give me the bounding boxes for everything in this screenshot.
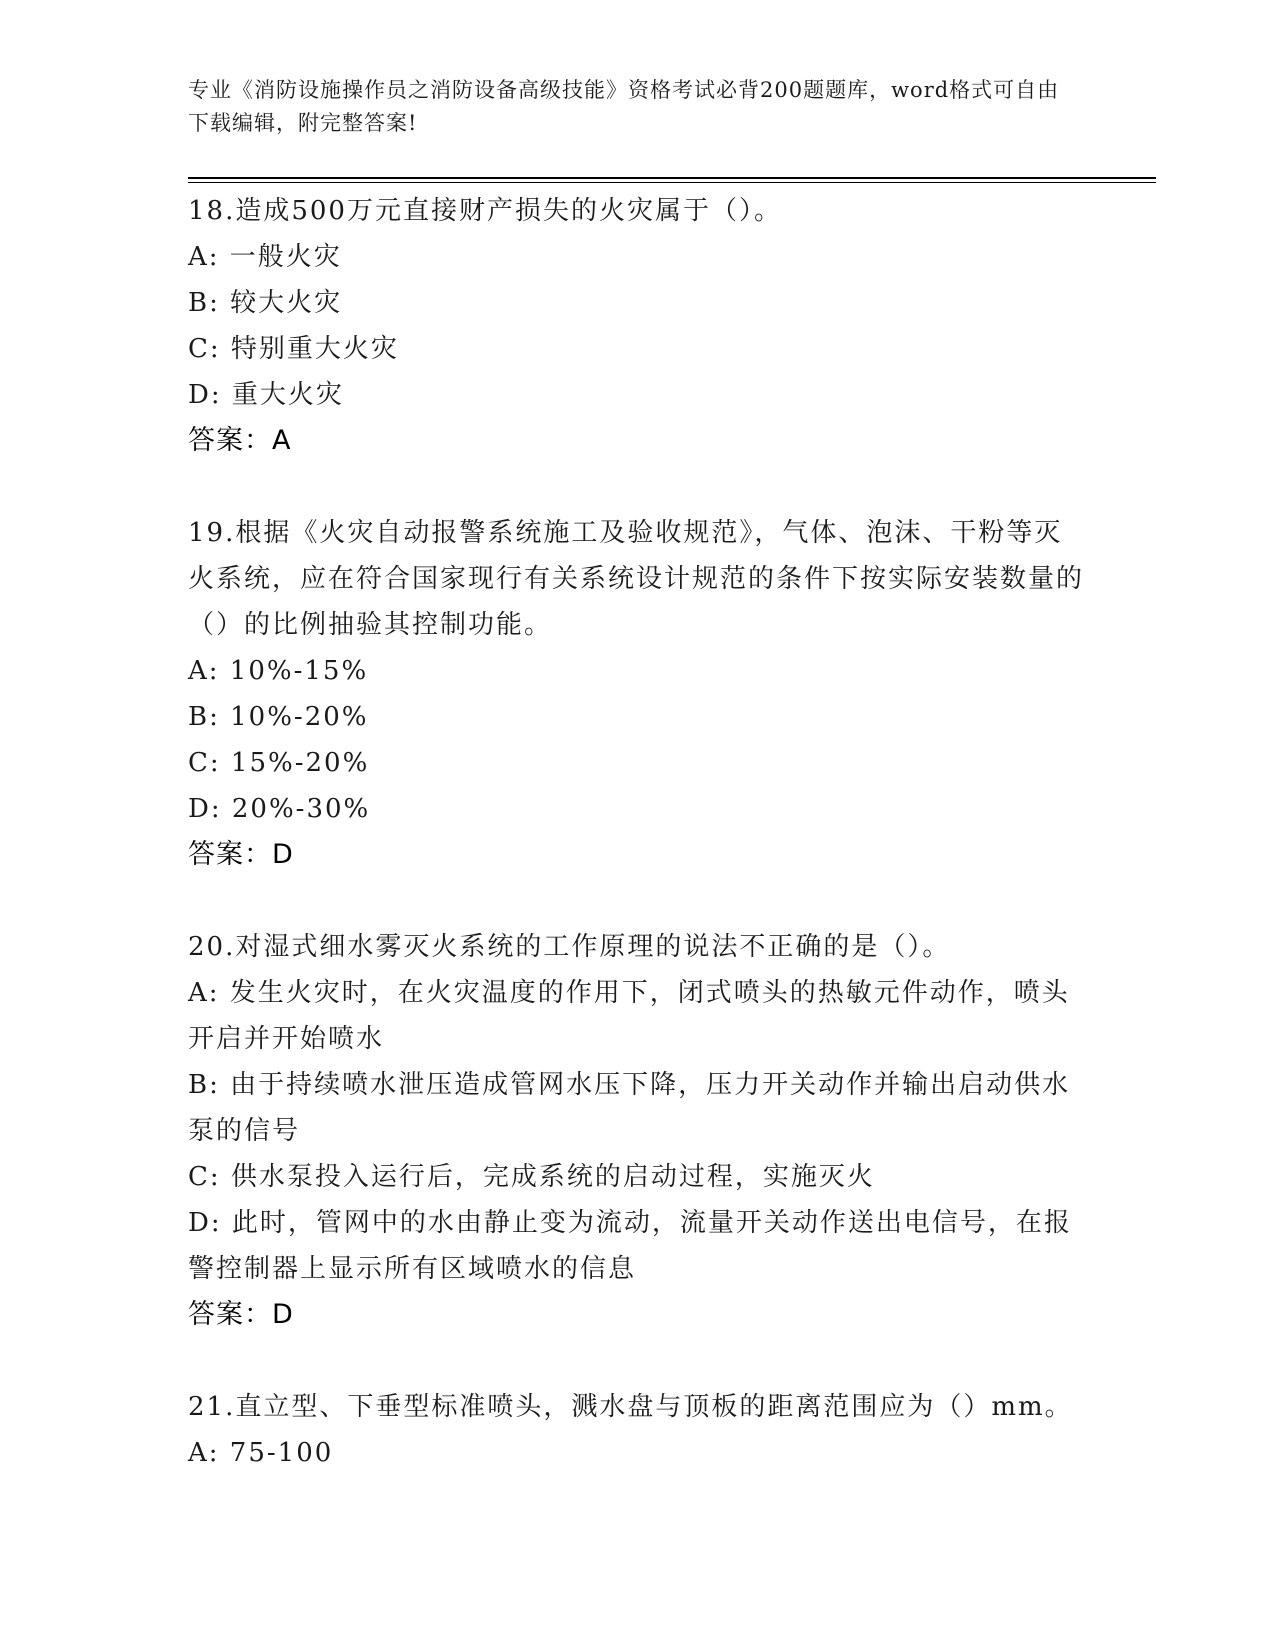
header-rule-thin [188, 182, 1156, 183]
question-stem: 20.对湿式细水雾灭火系统的工作原理的说法不正确的是（）。 [188, 932, 951, 962]
option-a: A: 75-100 [188, 1438, 334, 1468]
question-21 [188, 1384, 1088, 1476]
header-rule-thick [188, 177, 1156, 179]
option-a: A: 发生火灾时，在火灾温度的作用下，闭式喷头的热敏元件动作，喷头开启并开始喷水 [188, 978, 1070, 1054]
question-list [188, 188, 1088, 1476]
option-a: A: 一般火灾 [188, 242, 342, 272]
option-b: B: 较大火灾 [188, 288, 343, 318]
option-a: A: 10%-15% [188, 656, 369, 686]
option-c: C: 供水泵投入运行后，完成系统的启动过程，实施灭火 [188, 1162, 875, 1192]
option-b: B: 10%-20% [188, 702, 369, 732]
question-20 [188, 924, 1088, 1338]
question-19 [188, 510, 1088, 878]
answer-label: 答案：A [188, 425, 292, 456]
question-stem: 19.根据《火灾自动报警系统施工及验收规范》，气体、泡沫、干粉等灭火系统，应在符合国家现行有关系统设计规范的条件下按实际安装数量的（）的比例抽验其控制功能。 [188, 518, 1085, 640]
option-c: C: 特别重大火灾 [188, 334, 399, 364]
option-d: D: 重大火灾 [188, 380, 344, 410]
option-b: B: 由于持续喷水泄压造成管网水压下降，压力开关动作并输出启动供水泵的信号 [188, 1070, 1071, 1146]
document-header: 专业《消防设施操作员之消防设备高级技能》资格考试必背200题题库，word格式可自由下载编辑，附完整答案! [188, 78, 1060, 135]
option-c: C: 15%-20% [188, 748, 370, 778]
question-stem: 21.直立型、下垂型标准喷头，溅水盘与顶板的距离范围应为（）mm。 [188, 1392, 1073, 1422]
option-d: D: 20%-30% [188, 794, 371, 824]
question-stem: 18.造成500万元直接财产损失的火灾属于（）。 [188, 196, 782, 226]
answer-label: 答案：D [188, 839, 294, 870]
answer-label: 答案：D [188, 1299, 294, 1330]
option-d: D: 此时，管网中的水由静止变为流动，流量开关动作送出电信号，在报警控制器上显示所有区域喷水的信息 [188, 1208, 1072, 1284]
question-18 [188, 188, 1088, 464]
